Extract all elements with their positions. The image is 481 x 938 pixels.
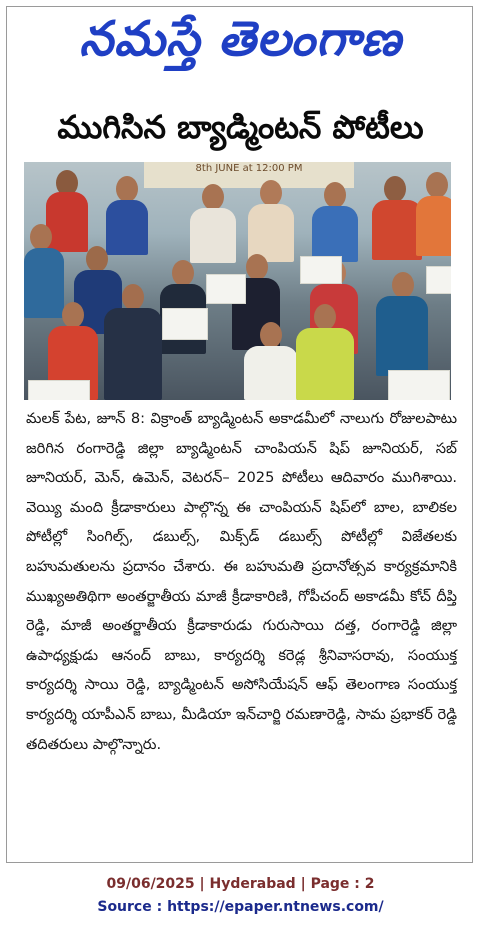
person-head [62, 302, 84, 328]
person-head [122, 284, 144, 310]
person-body [376, 296, 428, 376]
person-head [86, 246, 108, 272]
person-body [104, 308, 162, 400]
article-headline: ముగిసిన బ్యాడ్మింటన్ పోటీలు [57, 108, 424, 146]
person-head [384, 176, 406, 202]
person-head [30, 224, 52, 250]
person-head [392, 272, 414, 298]
photo-banner-text: 8th JUNE at 12:00 PM [195, 163, 303, 174]
certificate [162, 308, 208, 340]
certificate [300, 256, 342, 284]
person-head [172, 260, 194, 286]
person-body [244, 346, 298, 400]
footer-date-line: 09/06/2025 | Hyderabad | Page : 2 [106, 876, 375, 892]
person-head [202, 184, 224, 210]
article-body-text: మలక్ పేట, జూన్ 8: విక్రాంత్ బ్యాడ్మింటన్ అకాడమీలో నాలుగు రోజులపాటు జరిగిన రంగారెడ్డి జిల్లా బ్యాడ్మింటన్ చాంపియన్ షిప్ జూనియర్, సబ్ జూనియర్, మెన్, ఉమెన్, వెటరన్– 2025 పోటీలు ఆదివారం ముగిశాయి. వెయ్యి మంది క్రీడాకారులు పాల్గొన్న ఈ చాంపియన్ షిప్‌లో బాల, బాలికల పోటీల్లో సింగిల్స్, డబుల్స్, మిక్స్‌డ్ డబుల్స్ పోటీల్లో విజేతలకు బహుమతులను ప్రదానం చేశారు. ఈ బహుమతి ప్రదానోత్సవ కార్యక్రమానికి ముఖ్యఅతిథిగా అంతర్జాతీయ మాజీ క్రీడాకారిణి, గోపీచంద్ అకాడమీ కోచ్ దీప్తి రెడ్డి, మాజీ అంతర్జాతీయ క్రీడాకారుడు గురుసాయి దత్త, రంగారెడ్డి జిల్లా ఉపాధ్యక్షుడు ఆనంద్ బాబు, కార్యదర్శి కరెడ్ల శ్రీనివాసరావు, సంయుక్త కార్యదర్శి సాయి రెడ్డి, బ్యాడ్మింటన్ అసోసియేషన్ ఆఫ్ తెలంగాణ సంయుక్త కార్యదర్శి యాపీఎన్ బాబు, మీడియా ఇన్‌చార్జి రమణారెడ్డి, సామ ప్రభాకర్ రెడ్డి తదితరులు పాల్గొన్నారు. [26, 410, 457, 753]
article-body [26, 404, 457, 759]
certificate [388, 370, 450, 400]
article-photo [24, 162, 451, 400]
person-head [260, 180, 282, 206]
person-head [116, 176, 138, 202]
person-head [260, 322, 282, 348]
person-head [324, 182, 346, 208]
person-body [190, 208, 236, 263]
person-body [372, 200, 422, 260]
photo-banner [144, 162, 354, 188]
person-body [416, 196, 451, 256]
person-body [106, 200, 148, 255]
person-head [314, 304, 336, 330]
certificate [426, 266, 451, 294]
footer-source-link[interactable]: Source : https://epaper.ntnews.com/ [97, 899, 384, 915]
person-body [296, 328, 354, 400]
certificate [28, 380, 90, 400]
newspaper-masthead: నమస్తే తెలంగాణ [79, 11, 402, 67]
certificate [206, 274, 246, 304]
person-head [426, 172, 448, 198]
person-body [312, 206, 358, 262]
person-body [24, 248, 64, 318]
person-head [246, 254, 268, 280]
person-body [46, 192, 88, 252]
